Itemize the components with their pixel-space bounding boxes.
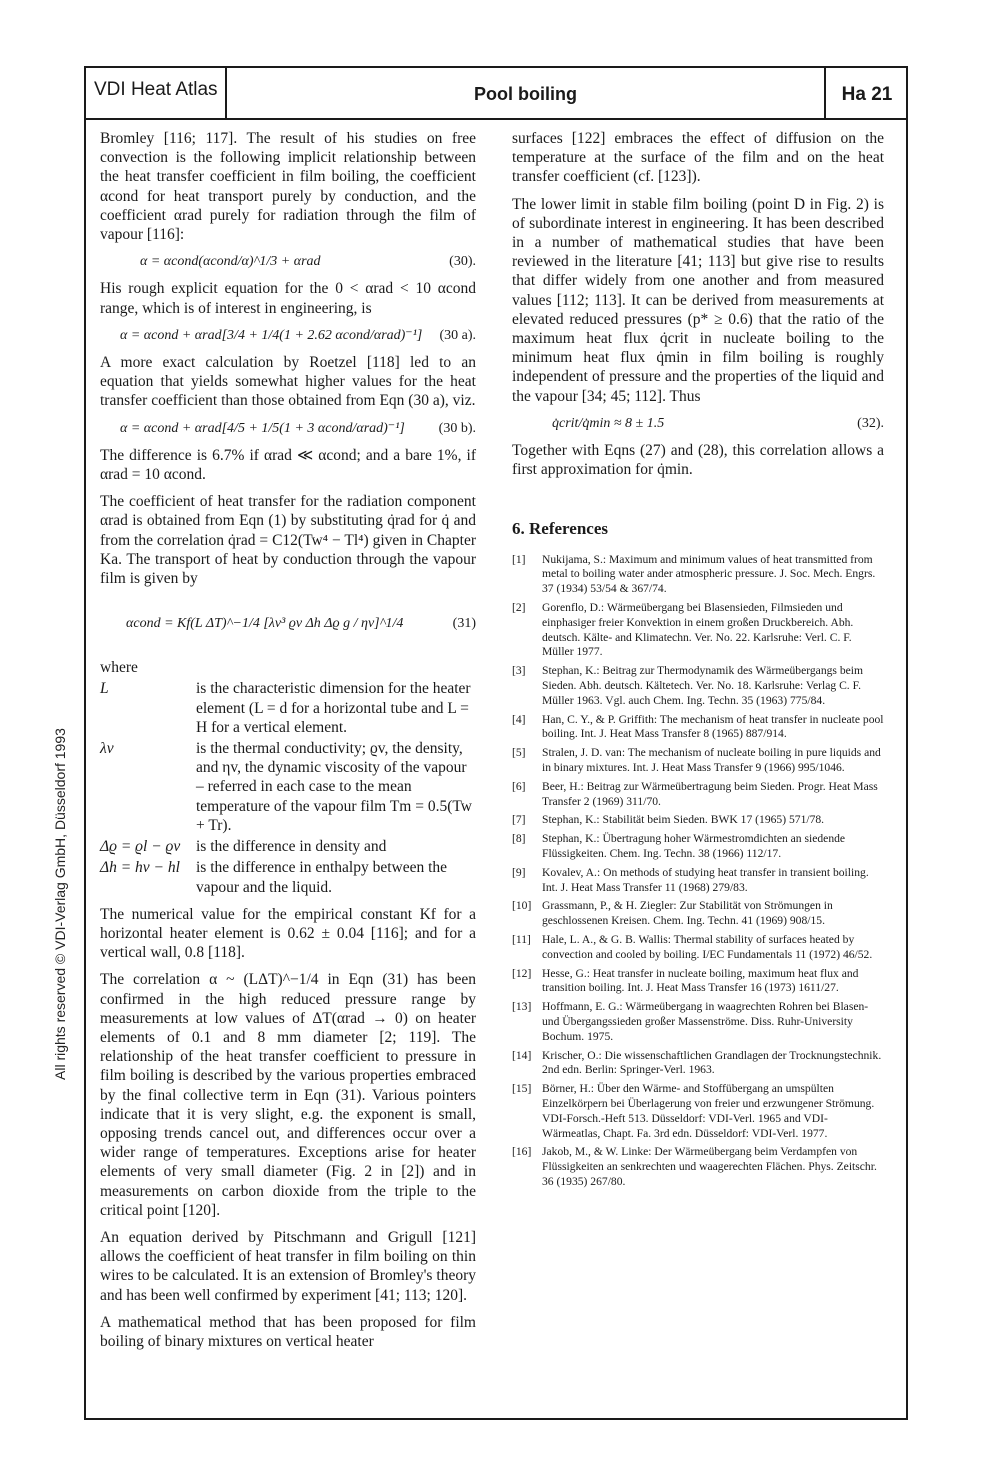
definition-row xyxy=(100,679,476,737)
definition-text: is the characteristic dimension for the heater element (L = d for a horizontal tube and L = H for a vertical element. xyxy=(196,680,471,736)
symbol-definitions xyxy=(100,679,476,896)
reference-item xyxy=(512,899,884,929)
reference-item xyxy=(512,713,884,743)
paragraph: The correlation α ~ (LΔT)^−1/4 in Eqn (31) has been confirmed in the high reduced pressure range by measurements at low values of ΔT(αrad → 0) on heater elements of 0.1 and 8 mm diameter [2; 119]. The relationship of the heat transfer coefficient to pressure in film boiling is described by the various properties embraced by the final collective term in Eqn (31). Various pointers indicate that it is very slight, e.g. the exponent is small, opposing trends cancel out, and differences occur over a wider range of temperatures. Exceptions arise for heater elements of very small diameter (Fig. 2 in [2]) and in measurements on carbon dioxide from the triple to the critical point [120]. xyxy=(100,971,476,1219)
definition-text: is the difference in enthalpy between the vapour and the liquid. xyxy=(196,859,448,896)
paragraph: The difference is 6.7% if αrad ≪ αcond; and a bare 1%, if αrad = 10 αcond. xyxy=(100,446,476,484)
chapter-topic: Pool boiling xyxy=(474,84,577,104)
reference-text: Stephan, K.: Beitrag zur Thermodynamik des Wärmeübergangs beim Sieden. Abh. deutsch. Kältetech. Ver. No. 18. Karlsruhe: Verlag C. F. Müller 1963. Vgl. auch Chem. Ing. Techn. 35 (1963) 775/84. xyxy=(542,664,864,707)
atlas-title: VDI Heat Atlas xyxy=(84,66,227,118)
reference-item xyxy=(512,553,884,597)
equation-number: (32). xyxy=(857,415,884,431)
equation-expression: α = αcond(αcond/α)^1/3 + αrad xyxy=(140,254,321,270)
paragraph: Bromley [116; 117]. The result of his studies on free convection is the following implicit relationship between the heat transfer coefficient in film boiling, the coefficient αcond for heat transport purely by conduction, and the coefficient αrad purely for radiation through the film of vapour [116]: xyxy=(100,130,476,244)
equation-30a xyxy=(100,326,476,345)
paragraph: A mathematical method that has been proposed for film boiling of binary mixtures on vertical heater xyxy=(100,1313,476,1350)
reference-item xyxy=(512,1000,884,1044)
reference-number: [5] xyxy=(512,746,526,760)
reference-text: Stephan, K.: Übertragung hoher Wärmestromdichten an siedende Flüssigkeiten. Chem. Ing. Techn. 38 (1966) 112/17. xyxy=(542,832,846,860)
reference-text: Stralen, J. D. van: The mechanism of nucleate boiling in pure liquids and in binary mixtures. Int. J. Heat Mass Transfer 9 (1966) 995/1046. xyxy=(542,746,881,775)
definition-row xyxy=(100,739,476,835)
reference-item xyxy=(512,832,884,862)
reference-number: [3] xyxy=(512,664,526,678)
definition-text: is the difference in density and xyxy=(196,838,387,856)
definition-symbol: λv xyxy=(100,740,114,758)
reference-number: [4] xyxy=(512,712,526,726)
definition-row xyxy=(100,858,476,896)
page-header xyxy=(84,66,908,120)
equation-number: (30 b). xyxy=(438,420,476,436)
paragraph: An equation derived by Pitschmann and Grigull [121] allows the coefficient of heat transfer in film boiling on thin wires to be calculated. It is an extension of Bromley's theory and has been well confirmed by experiment [41; 113; 120]. xyxy=(100,1228,476,1304)
reference-number: [9] xyxy=(512,865,526,879)
left-column xyxy=(100,129,476,1359)
definition-row xyxy=(100,837,476,856)
chapter-code: Ha 21 xyxy=(824,66,908,118)
equation-expression: α = αcond + αrad[3/4 + 1/4(1 + 2.62 αcond/αrad)⁻¹] xyxy=(120,327,423,343)
reference-text: Jakob, M., & W. Linke: Der Wärmeübergang beim Verdampfen von Flüssigkeiten an senkrechten und waagerechten Flächen. Phys. Zeitschr. 36 (1935) 267/80. xyxy=(542,1145,877,1188)
paragraph: The lower limit in stable film boiling (point D in Fig. 2) is of subordinate interest in engineering. It has been described in a number of mathematical studies that have been reviewed in the literature [41; 113] but give rise to results that differ widely from one another and from measured values [112; 113]. It can be derived from measurements at elevated reduced pressures (p* ≥ 0.6) that the ratio of the maximum heat flux q̇crit in nucleate boiling to the minimum heat flux q̇min in film boiling is roughly independent of pressure and the properties of the liquid and the vapour [34; 45; 112]. Thus xyxy=(512,195,884,405)
reference-number: [1] xyxy=(512,552,526,566)
equation-30b xyxy=(100,419,476,438)
reference-number: [13] xyxy=(512,1000,532,1014)
reference-number: [8] xyxy=(512,832,526,846)
reference-number: [6] xyxy=(512,779,526,793)
reference-text: Beer, H.: Beitrag zur Wärmeübertragung beim Sieden. Progr. Heat Mass Transfer 2 (1969) 311/70. xyxy=(542,779,878,808)
reference-item xyxy=(512,664,884,708)
equation-number: (30 a). xyxy=(439,327,476,343)
reference-item xyxy=(512,601,884,660)
definition-symbol: Δϱ = ϱl − ϱv xyxy=(100,838,181,856)
equation-31 xyxy=(100,596,476,650)
equation-expression: α = αcond + αrad[4/5 + 1/5(1 + 3 αcond/αrad)⁻¹] xyxy=(120,420,405,436)
reference-text: Hesse, G.: Heat transfer in nucleate boiling, maximum heat flux and transition boiling. Int. J. Heat Mass Transfer 16 (1973) 1611/27. xyxy=(542,966,859,995)
reference-item xyxy=(512,1145,884,1189)
paragraph: A more exact calculation by Roetzel [118] led to an equation that yields somewhat higher values for the heat transfer coefficient than those obtained from Eqn (30 a), viz. xyxy=(100,354,476,410)
equation-expression: q̇crit/q̇min ≈ 8 ± 1.5 xyxy=(552,415,665,431)
reference-item xyxy=(512,1049,884,1079)
reference-text: Nukijama, S.: Maximum and minimum values of heat transmitted from metal to boiling water ander atmospheric pressure. J. Soc. Mech. Engrs. 37 (1934) 53/54 & 367/74. xyxy=(542,552,876,596)
reference-text: Hale, L. A., & G. B. Wallis: Thermal stability of surfaces heated by convection and cooled by boiling. I/EC Fundamentals 11 (1972) 46/52. xyxy=(542,932,873,961)
reference-text: Han, C. Y., & P. Griffith: The mechanism of heat transfer in nucleate pool boiling. Int. J. Heat Mass Transfer 8 (1965) 887/914. xyxy=(542,712,884,741)
reference-number: [15] xyxy=(512,1082,532,1096)
reference-item xyxy=(512,967,884,997)
reference-item xyxy=(512,780,884,810)
reference-list xyxy=(512,553,884,1190)
reference-item xyxy=(512,746,884,776)
paragraph: Together with Eqns (27) and (28), this correlation allows a first approximation for q̇min. xyxy=(512,442,884,479)
reference-number: [10] xyxy=(512,899,532,913)
reference-text: Stephan, K.: Stabilität beim Sieden. BWK 17 (1965) 571/78. xyxy=(542,813,825,827)
equation-32 xyxy=(512,414,884,433)
equation-number: (31) xyxy=(452,615,476,631)
right-column xyxy=(512,129,884,1194)
paragraph: The numerical value for the empirical constant Kf for a horizontal heater element is 0.62 ± 0.04 [116]; and for a vertical wall, 0.8 [118]. xyxy=(100,905,476,962)
reference-text: Grassmann, P., & H. Ziegler: Zur Stabilität von Strömungen in geschlossenen Kreisen. Chem. Ing. Techn. 41 (1969) 908/15. xyxy=(542,899,833,928)
copyright-side-note: All rights reserved © VDI-Verlag GmbH, Düsseldorf 1993 xyxy=(52,728,68,1080)
reference-text: Gorenflo, D.: Wärmeübergang bei Blasensieden, Filmsieden und einphasiger freier Konvektion in einem großen Druckbereich. Abh. deutsch. Kälte- and Klimatechn. Ver. No. 22. Karlsruhe: Verl. C. F. Müller 1977. xyxy=(542,601,854,659)
definition-symbol: Δh = hv − hl xyxy=(100,859,180,877)
definition-text: is the thermal conductivity; ϱv, the density, and ηv, the dynamic viscosity of the vapour – referred in each case to the mean temperature of the vapour film Tm = 0.5(Tw + Tr). xyxy=(196,740,472,834)
reference-text: Börner, H.: Über den Wärme- and Stoffübergang an umspülten Einzelkörpern bei Überlagerung von freier und erzwungener Strömung. VDI-Forsch.-Heft 513. Düsseldorf: VDI-Verl. 1965 and VDI-Wärmeatlas, Chapt. Fa. 3rd edn. Düsseldorf: VDI-Verl. 1977. xyxy=(542,1082,875,1140)
reference-number: [7] xyxy=(512,813,526,827)
where-label: where xyxy=(100,659,138,677)
equation-30 xyxy=(100,252,476,271)
equation-expression: αcond = Kf(L ΔT)^−1/4 [λv³ ϱv Δh Δϱ g / ηv]^1/4 xyxy=(126,615,404,631)
reference-item xyxy=(512,866,884,896)
reference-number: [14] xyxy=(512,1048,532,1062)
definition-symbol: L xyxy=(100,680,109,698)
reference-text: Hoffmann, E. G.: Wärmeübergang in waagrechten Rohren bei Blasen- und Übergangssieden großer Massenströme. Diss. Ruhr-University Bochum. 1975. xyxy=(542,1000,869,1043)
reference-text: Krischer, O.: Die wissenschaftlichen Grandlagen der Trocknungstechnik. 2nd edn. Berlin: Springer-Verl. 1963. xyxy=(542,1048,882,1077)
reference-item xyxy=(512,933,884,963)
reference-item xyxy=(512,1082,884,1141)
reference-number: [12] xyxy=(512,966,532,980)
paragraph: surfaces [122] embraces the effect of diffusion on the temperature at the surface of the film and on the heat transfer coefficient (cf. [123]). xyxy=(512,130,884,186)
paragraph: His rough explicit equation for the 0 < αrad < 10 αcond range, which is of interest in engineering, is xyxy=(100,280,476,317)
paragraph: The coefficient of heat transfer for the radiation component αrad is obtained from Eqn (1) by substituting q̇rad for q̇ and from the correlation q̇rad = C12(Tw⁴ − Tl⁴) given in Chapter Ka. The transport of heat by conduction through the vapour film is given by xyxy=(100,493,476,588)
reference-number: [2] xyxy=(512,601,526,615)
reference-number: [16] xyxy=(512,1145,532,1159)
equation-number: (30). xyxy=(449,254,476,270)
references-heading: 6. References xyxy=(512,519,608,539)
reference-item xyxy=(512,813,884,828)
reference-text: Kovalev, A.: On methods of studying heat transfer in transient boiling. Int. J. Heat Mass Transfer 11 (1968) 279/83. xyxy=(542,865,869,894)
reference-number: [11] xyxy=(512,932,531,946)
